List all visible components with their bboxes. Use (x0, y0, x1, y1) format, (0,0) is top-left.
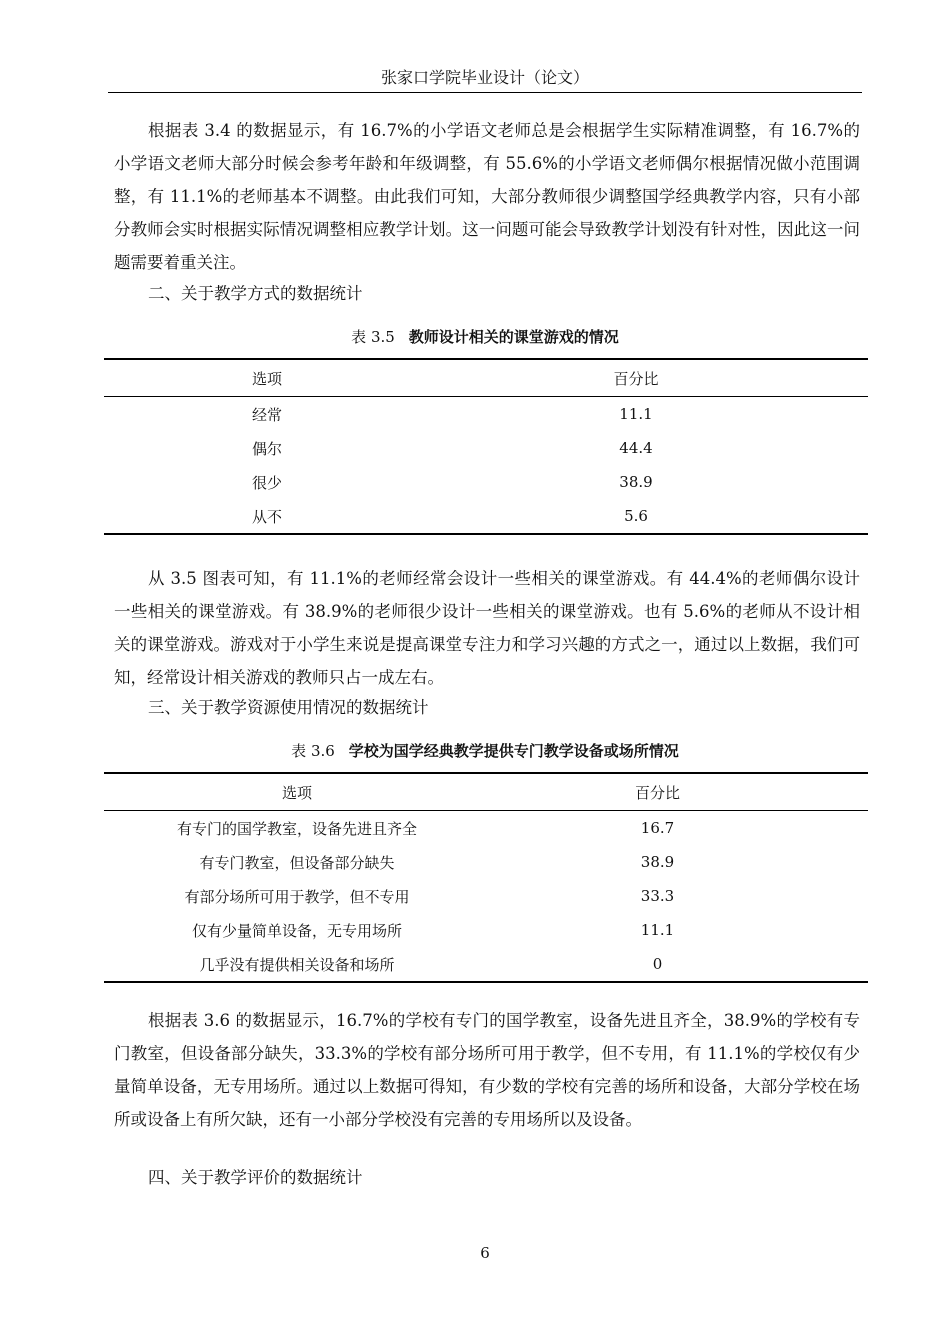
percent-cell: 16.7 (640, 819, 675, 837)
section-heading-teaching-evaluation: 四、关于教学评价的数据统计 (148, 1168, 363, 1187)
paragraph-table-3-5-analysis: 从 3.5 图表可知，有 11.1%的老师经常会设计一些相关的课堂游戏。有 44.4%的老师偶尔设计一些相关的课堂游戏。有 38.9%的老师很少设计一些相关的课堂游戏。也有 5.6%的老师从不设计相关的课堂游戏。游戏对于小学生来说是提高课堂专注力和学习兴趣的方式之一，通过以上数据，我们可知，经常设计相关游戏的教师只占一成左右。 (114, 569, 860, 687)
table-row (104, 913, 868, 947)
option-cell: 很少 (252, 473, 283, 492)
option-cell: 有部分场所可用于教学，但不专用 (184, 887, 410, 906)
table-row (104, 879, 868, 913)
column-header-option: 选项 (104, 359, 583, 397)
table-3-6-caption-title: 学校为国学经典教学提供专门教学设备或场所情况 (348, 742, 679, 760)
option-cell: 从不 (104, 499, 583, 534)
percent-cell: 38.9 (619, 473, 653, 491)
percent-cell: 5.6 (583, 499, 868, 534)
option-cell: 有专门的国学教室，设备先进且齐全 (176, 819, 417, 838)
table-row (104, 811, 868, 846)
table-row (104, 499, 868, 534)
header-rule (108, 92, 862, 93)
table-3-5-caption-title: 教师设计相关的课堂游戏的情况 (408, 328, 619, 346)
percent-cell: 33.3 (640, 887, 675, 905)
option-cell: 仅有少量简单设备，无专用场所 (191, 921, 402, 940)
table-row (104, 431, 868, 465)
section-heading-teaching-resources: 三、关于教学资源使用情况的数据统计 (148, 698, 429, 717)
column-header-percent: 百分比 (583, 359, 868, 397)
paragraph-table-3-4-analysis: 根据表 3.4 的数据显示，有 16.7%的小学语文老师总是会根据学生实际精准调整，有 16.7%的小学语文老师大部分时候会参考年龄和年级调整，有 55.6%的小学语文老师偶尔根据情况做小范围调整，有 11.1%的老师基本不调整。由此我们可知，大部分教师很少调整国学经典教学内容，只有小部分教师会实时根据实际情况调整相应教学计划。这一问题可能会导致教学计划没有针对性，因此这一问题需要着重关注。 (114, 121, 860, 272)
percent-cell: 38.9 (640, 853, 675, 871)
table-row (104, 465, 868, 499)
option-cell: 几乎没有提供相关设备和场所 (104, 947, 490, 982)
table-3-5 (104, 358, 868, 535)
paragraph-table-3-6-analysis: 根据表 3.6 的数据显示，16.7%的学校有专门的国学教室，设备先进且齐全，38.9%的学校有专门教室，但设备部分缺失，33.3%的学校有部分场所可用于教学，但不专用，有 11.1%的学校仅有少量简单设备，无专用场所。通过以上数据可得知，有少数的学校有完善的场所和设备，大部分学校在场所或设备上有所欠缺，还有一小部分学校没有完善的专用场所以及设备。 (114, 1011, 860, 1129)
option-cell: 有专门教室，但设备部分缺失 (199, 853, 395, 872)
column-header-option: 选项 (104, 773, 490, 811)
percent-cell: 44.4 (619, 439, 653, 457)
percent-cell: 11.1 (619, 405, 653, 423)
table-3-6-caption-number: 表 3.6 (291, 742, 335, 760)
table-row (104, 947, 868, 982)
percent-cell: 11.1 (640, 921, 675, 939)
table-3-5-caption-number: 表 3.5 (351, 328, 395, 346)
option-cell: 偶尔 (252, 439, 283, 458)
page-header-title: 张家口学院毕业设计（论文） (380, 68, 589, 87)
column-header-percent: 百分比 (490, 773, 868, 811)
page-number: 6 (480, 1244, 490, 1262)
percent-cell: 0 (490, 947, 868, 982)
table-3-5-caption (100, 326, 870, 348)
table-3-6-caption (100, 740, 870, 762)
table-header-row (104, 359, 868, 397)
table-row (104, 845, 868, 879)
table-row (104, 397, 868, 432)
section-heading-teaching-methods: 二、关于教学方式的数据统计 (148, 284, 363, 303)
option-cell: 经常 (252, 405, 283, 424)
table-3-6 (104, 772, 868, 983)
table-header-row (104, 773, 868, 811)
